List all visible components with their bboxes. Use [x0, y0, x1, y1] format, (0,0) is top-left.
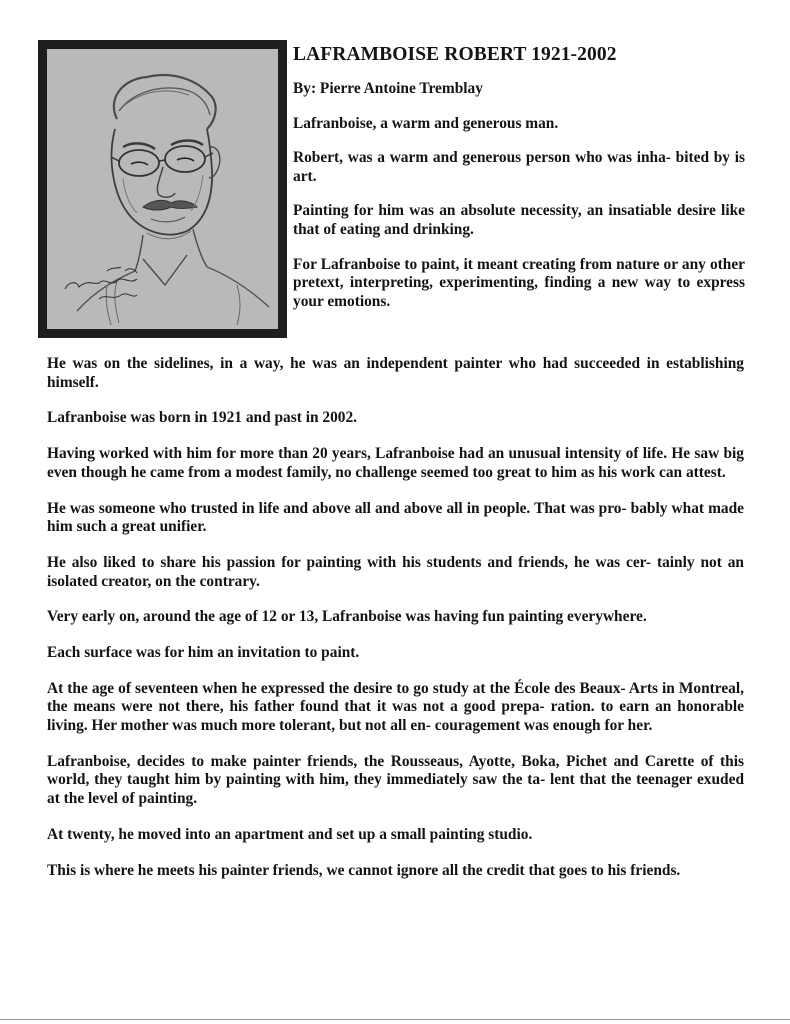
body-paragraph: Lafranboise, decides to make painter friends, the Rousseaus, Ayotte, Boka, Pichet and Carette of this world, they taught him by painting with him, they immediately saw the ta- lent that the teenager exuded at the level of painting. [47, 752, 744, 807]
body-paragraph: Very early on, around the age of 12 or 13, Lafranboise was having fun painting everywhere. [47, 608, 647, 626]
body-paragraph: He also liked to share his passion for painting with his students and friends, he was cer- tainly not an isolated creator, on the contrary. [47, 553, 744, 590]
body-paragraph: At the age of seventeen when he expressed the desire to go study at the École des Beaux- Arts in Montreal, the means were not there, his father found that it was not a good prepa- ration. to earn an honorable living. Her mother was much more tolerant, but not all en- couragement was enough for her. [47, 679, 744, 735]
body-paragraph: Having worked with him for more than 20 years, Lafranboise had an unusual intensity of life. He saw big even though he came from a modest family, no challenge seemed too great to him as his work can attest. [47, 445, 744, 481]
body-paragraph: At twenty, he moved into an apartment and set up a small painting studio. [47, 825, 533, 843]
intro-paragraph: For Lafranboise to paint, it meant creating from nature or any other pretext, interpreting, experimenting, finding a new way to express your emotions. [293, 255, 745, 310]
article-title: LAFRAMBOISE ROBERT 1921-2002 [293, 44, 617, 65]
byline: By: Pierre Antoine Tremblay [293, 80, 483, 97]
body-paragraph: Each surface was for him an invitation to paint. [47, 644, 360, 662]
page-bottom-rule [0, 1019, 790, 1020]
portrait-frame [38, 40, 287, 338]
body-paragraph: This is where he meets his painter friends, we cannot ignore all the credit that goes to his friends. [47, 861, 681, 879]
intro-paragraph: Robert, was a warm and generous person who was inha- bited by is art. [293, 149, 745, 185]
body-paragraph: Lafranboise was born in 1921 and past in 2002. [47, 409, 358, 427]
body-block [47, 355, 744, 897]
portrait-drawing [47, 49, 278, 329]
portrait-sketch [47, 49, 278, 329]
header-block [293, 44, 745, 327]
intro-paragraph: Lafranboise, a warm and generous man. [293, 114, 559, 132]
body-paragraph: He was on the sidelines, in a way, he was an independent painter who had succeeded in establishing himself. [47, 355, 744, 391]
body-paragraph: He was someone who trusted in life and above all and above all in people. That was pro- bably what made him such a great unifier. [47, 499, 744, 536]
intro-paragraph: Painting for him was an absolute necessity, an insatiable desire like that of eating and drinking. [293, 202, 745, 238]
